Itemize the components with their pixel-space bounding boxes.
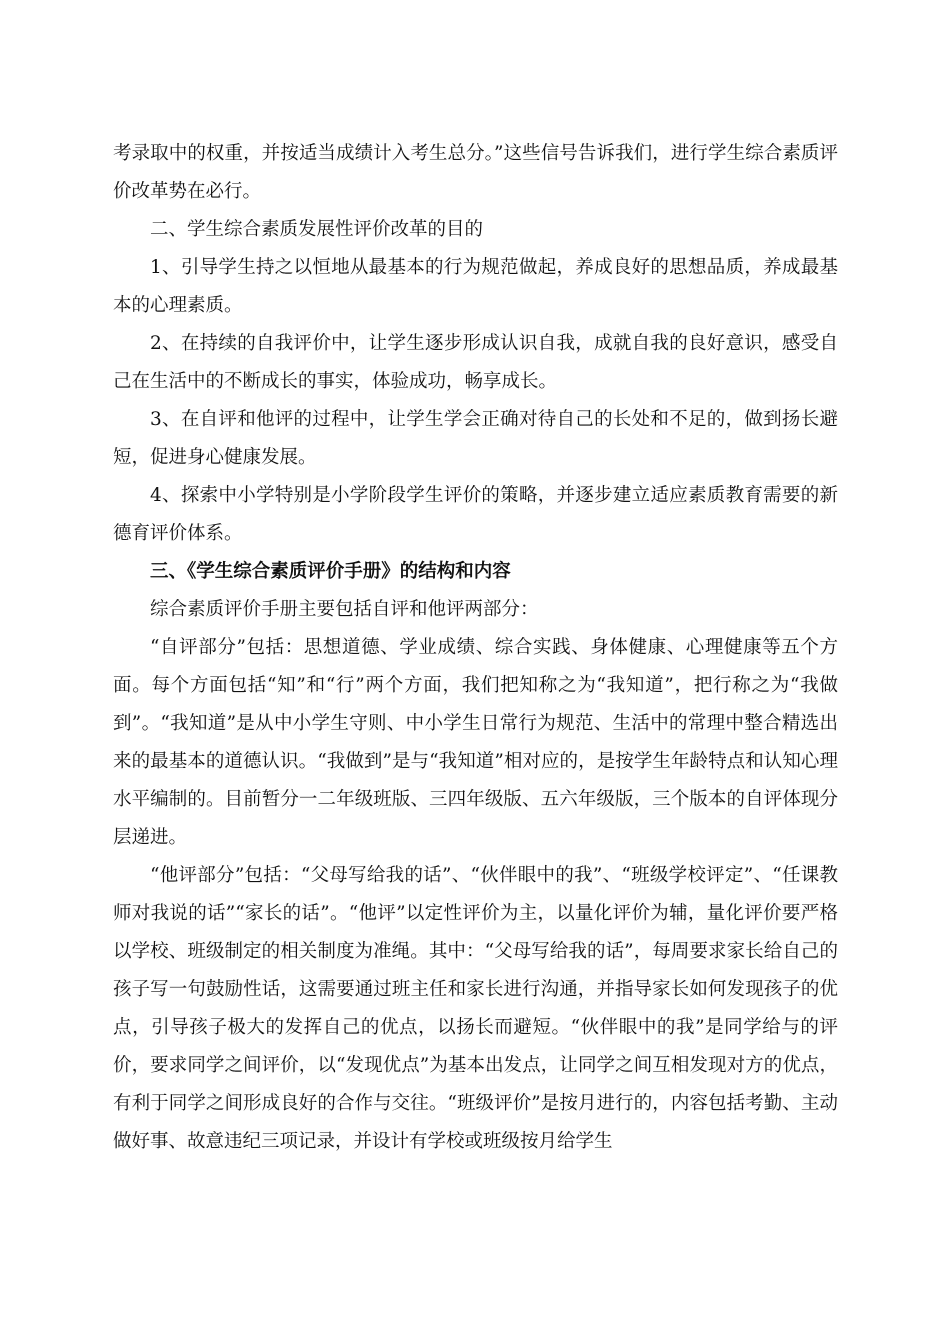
- paragraph-continuation: 考录取中的权重，并按适当成绩计入考生总分。”这些信号告诉我们，进行学生综合素质评价改革势在必行。: [113, 143, 838, 202]
- section-heading-3: 三、《学生综合素质评价手册》的结构和内容: [150, 561, 511, 582]
- list-item-4: 4、探索中小学特别是小学阶段学生评价的策略，并逐步建立适应素质教育需要的新德育评价体系。: [113, 485, 838, 544]
- list-item-1: 1、引导学生持之以恒地从最基本的行为规范做起，养成良好的思想品质，养成最基本的心理素质。: [113, 257, 838, 316]
- paragraph-self-evaluation: “自评部分”包括：思想道德、学业成绩、综合实践、身体健康、心理健康等五个方面。每个方面包括“知”和“行”两个方面，我们把知称之为“我知道”，把行称之为“我做到”。“我知道”是从中小学生守则、中小学生日常行为规范、生活中的常理中整合精选出来的最基本的道德认识。“我做到”是与“我知道”相对应的，是按学生年龄特点和认知心理水平编制的。目前暂分一二年级班版、三四年级版、五六年级版，三个版本的自评体现分层递进。: [113, 637, 838, 848]
- list-item-2: 2、在持续的自我评价中，让学生逐步形成认识自我，成就自我的良好意识，感受自己在生活中的不断成长的事实，体验成功，畅享成长。: [113, 333, 838, 392]
- section-heading-2: 二、学生综合素质发展性评价改革的目的: [150, 219, 484, 240]
- paragraph-intro: 综合素质评价手册主要包括自评和他评两部分：: [150, 599, 539, 620]
- list-item-3: 3、在自评和他评的过程中，让学生学会正确对待自己的长处和不足的，做到扬长避短，促进身心健康发展。: [113, 409, 838, 468]
- document-body: [113, 135, 838, 1161]
- paragraph-peer-evaluation: “他评部分”包括：“父母写给我的话”、“伙伴眼中的我”、“班级学校评定”、“任课教师对我说的话”“家长的话”。“他评”以定性评价为主，以量化评价为辅，量化评价要严格以学校、班级制定的相关制度为准绳。其中：“父母写给我的话”，每周要求家长给自己的孩子写一句鼓励性话，这需要通过班主任和家长进行沟通，并指导家长如何发现孩子的优点，引导孩子极大的发挥自己的优点，以扬长而避短。“伙伴眼中的我”是同学给与的评价，要求同学之间评价，以“发现优点”为基本出发点，让同学之间互相发现对方的优点，有利于同学之间形成良好的合作与交往。“班级评价”是按月进行的，内容包括考勤、主动做好事、故意违纪三项记录，并设计有学校或班级按月给学生: [113, 865, 838, 1152]
